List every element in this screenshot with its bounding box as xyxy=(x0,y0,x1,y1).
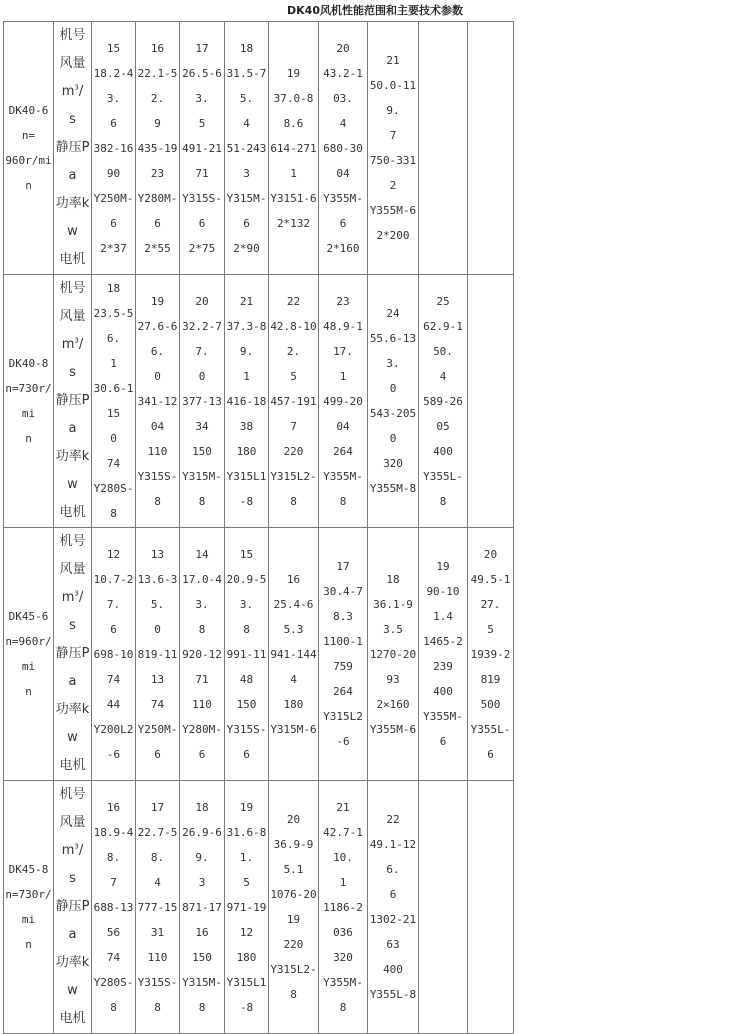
spec-no: 14 xyxy=(195,547,209,561)
label-airflow xyxy=(55,809,90,865)
model-cell xyxy=(4,275,54,528)
spec-pressure: 499-2004 xyxy=(323,394,363,433)
spec-pressure: 777-1531 xyxy=(137,900,178,939)
spec-air: 50.0-119. xyxy=(369,79,417,117)
spec-power: 150 xyxy=(236,697,257,711)
spec-cell xyxy=(368,22,419,275)
spec-power: 110 xyxy=(147,950,168,964)
spec-motor: Y315M-6 xyxy=(226,191,267,230)
spec-air: 22.7-58. xyxy=(137,825,178,864)
spec-power: 110 xyxy=(192,697,212,711)
spec-air: 7 xyxy=(389,129,397,142)
spec-motor: Y355M-6 xyxy=(423,710,463,748)
spec-power: 2*55 xyxy=(144,241,171,255)
spec-no: 19 xyxy=(150,294,165,308)
model-cell xyxy=(4,781,54,1034)
spec-cell xyxy=(368,781,419,1034)
spec-air: 1 xyxy=(339,369,347,383)
spec-air: 36.1-93.5 xyxy=(373,597,413,636)
spec-motor: Y355L-6 xyxy=(470,722,511,761)
model-cell xyxy=(4,22,54,275)
model-text: n=730r/mi xyxy=(5,382,52,420)
spec-motor: Y315M-8 xyxy=(182,469,222,508)
spec-cell xyxy=(180,528,225,781)
parameter-labels-cell xyxy=(54,275,92,528)
spec-pressure: 1939-2819 xyxy=(470,647,511,686)
spec-pressure: 750-3312 xyxy=(369,154,417,192)
spec-air: 4 xyxy=(339,116,347,130)
label-airflow-sup: 3 xyxy=(74,589,79,598)
spec-no: 20 xyxy=(336,41,350,55)
spec-no: 22 xyxy=(386,813,400,826)
spec-no: 21 xyxy=(239,294,254,308)
label-airflow-text: 风量m xyxy=(59,56,86,99)
spec-power: 220 xyxy=(283,444,304,458)
label-airflow xyxy=(55,50,90,106)
spec-cell xyxy=(269,781,319,1034)
spec-air: 4 xyxy=(439,369,447,383)
spec-cell xyxy=(419,22,468,275)
spec-power: 2*160 xyxy=(326,241,360,255)
spec-pressure: 614-2711 xyxy=(270,141,317,180)
spec-air: 18.2-43. xyxy=(93,66,134,105)
spec-no: 20 xyxy=(483,547,498,561)
spec-pressure: 416-1838 xyxy=(226,394,267,433)
label-airflow-slash: / xyxy=(78,843,84,858)
spec-cell xyxy=(225,528,269,781)
spec-power: 180 xyxy=(283,697,304,711)
spec-air: 49.5-127. xyxy=(470,572,511,611)
spec-motor: Y355L-8 xyxy=(369,988,417,1001)
spec-motor: Y3151-6 xyxy=(270,191,317,205)
spec-power: 264 xyxy=(333,444,353,458)
spec-pressure: 1270-2093 xyxy=(369,647,417,686)
spec-cell xyxy=(225,22,269,275)
spec-motor: Y315S-8 xyxy=(137,975,178,1014)
label-airflow-sup: 3 xyxy=(74,336,79,345)
spec-power: 2×160 xyxy=(376,697,410,711)
spec-cell xyxy=(180,781,225,1034)
spec-motor: Y355M-8 xyxy=(323,469,363,508)
label-motor: 电机 xyxy=(59,1011,86,1026)
spec-pressure: 971-1912 xyxy=(226,900,267,939)
spec-pressure: 589-2605 xyxy=(423,394,463,433)
model-text: n=960r/mi xyxy=(5,635,52,673)
spec-air: 1 xyxy=(243,369,250,383)
spec-air: 49.1-126. xyxy=(369,838,417,876)
spec-no: 18 xyxy=(239,41,254,55)
spec-cell xyxy=(468,275,514,528)
spec-power: 400 xyxy=(433,685,453,698)
spec-air: 8 xyxy=(243,622,250,636)
spec-power: 110 xyxy=(147,444,168,458)
spec-air: 0 xyxy=(389,382,397,395)
label-machine-no: 机号 xyxy=(59,281,86,296)
spec-air: 5 xyxy=(290,369,297,383)
parameter-labels-cell xyxy=(54,528,92,781)
label-airflow-sup: 3 xyxy=(74,842,79,851)
spec-power: 2*90 xyxy=(233,241,260,255)
label-airflow-unit: s xyxy=(69,871,76,886)
spec-power: 264 xyxy=(333,685,353,698)
spec-power: 400 xyxy=(433,444,453,458)
spec-no: 19 xyxy=(239,800,254,814)
label-motor: 电机 xyxy=(59,252,86,267)
spec-motor: Y315M-6 xyxy=(270,722,317,736)
label-airflow-text: 风量m xyxy=(59,309,86,352)
spec-air: 48.9-117. xyxy=(323,319,363,358)
table-row xyxy=(4,781,514,1034)
model-text: DK45-6 xyxy=(8,610,49,623)
spec-cell xyxy=(269,275,319,528)
spec-motor: Y355M-6 xyxy=(323,191,363,230)
spec-no: 16 xyxy=(286,572,301,586)
spec-no: 21 xyxy=(336,800,350,814)
spec-cell xyxy=(269,528,319,781)
spec-no: 15 xyxy=(239,547,254,561)
label-airflow-slash: / xyxy=(78,590,84,605)
spec-air: 36.9-95.1 xyxy=(273,838,314,876)
spec-pressure: 1076-2019 xyxy=(270,888,317,926)
spec-no: 17 xyxy=(336,560,350,573)
model-text: n=730r/mi xyxy=(5,888,52,926)
spec-air: 62.9-150. xyxy=(423,319,463,358)
spec-power: 180 xyxy=(236,444,257,458)
label-airflow-text: 风量m xyxy=(59,815,86,858)
spec-air: 1 xyxy=(110,357,117,370)
spec-cell xyxy=(136,528,180,781)
label-airflow xyxy=(55,556,90,612)
spec-air: 4 xyxy=(243,116,250,130)
table-row xyxy=(4,528,514,781)
spec-air: 5 xyxy=(243,875,250,889)
spec-power: 44 xyxy=(106,697,121,711)
spec-air: 1 xyxy=(339,875,347,889)
spec-motor: Y315S-6 xyxy=(226,722,267,761)
label-airflow-slash: / xyxy=(78,337,84,352)
spec-motor: Y280S-8 xyxy=(93,482,134,520)
label-airflow-text: 风量m xyxy=(59,562,86,605)
spec-power: 74 xyxy=(106,950,121,964)
spec-pressure: 1465-2239 xyxy=(423,635,463,673)
spec-air: 3 xyxy=(198,875,206,889)
spec-air: 37.0-88.6 xyxy=(273,91,314,130)
spec-air: 0 xyxy=(154,369,161,383)
spec-pressure: 1100-1759 xyxy=(323,635,363,673)
spec-pressure: 819-1113 xyxy=(137,647,178,686)
spec-motor: Y250M-6 xyxy=(93,191,134,230)
spec-pressure: 382-1690 xyxy=(93,141,134,180)
label-airflow-unit: s xyxy=(69,618,76,633)
spec-air: 0 xyxy=(154,622,161,636)
spec-air: 42.8-102. xyxy=(270,319,317,358)
label-airflow-unit: s xyxy=(69,112,76,127)
spec-pressure: 1302-2163 xyxy=(369,913,417,951)
spec-power: 2*200 xyxy=(376,229,410,242)
spec-air: 31.6-81. xyxy=(226,825,267,864)
table-row xyxy=(4,22,514,275)
spec-motor: Y280M-6 xyxy=(182,722,222,761)
spec-motor: Y280S-8 xyxy=(93,975,134,1014)
spec-no: 19 xyxy=(436,560,450,573)
spec-cell xyxy=(319,528,368,781)
spec-cell xyxy=(92,781,136,1034)
spec-cell xyxy=(225,275,269,528)
spec-cell xyxy=(92,528,136,781)
spec-no: 13 xyxy=(150,547,165,561)
spec-air: 32.2-77. xyxy=(182,319,222,358)
spec-motor: Y315L2-8 xyxy=(270,963,317,1001)
spec-cell xyxy=(468,781,514,1034)
spec-pressure: 51-2433 xyxy=(226,141,267,180)
spec-power: 2*37 xyxy=(100,241,127,255)
spec-motor: Y315L2-8 xyxy=(270,469,317,508)
spec-air: 26.5-63. xyxy=(182,66,222,105)
label-power: 功率kw xyxy=(55,196,90,239)
spec-air: 22.1-52. xyxy=(137,66,178,105)
spec-air: 4 xyxy=(154,875,161,889)
spec-motor: Y315L1-8 xyxy=(226,469,267,508)
model-text: n xyxy=(25,685,32,698)
spec-air: 23.5-56. xyxy=(93,307,134,345)
spec-cell xyxy=(92,22,136,275)
spec-air: 0 xyxy=(198,369,206,383)
spec-power: 320 xyxy=(383,457,403,470)
model-text: 960r/min xyxy=(5,154,52,192)
spec-power: 400 xyxy=(383,963,403,976)
label-motor: 电机 xyxy=(59,505,86,520)
spec-cell xyxy=(468,528,514,781)
spec-no: 20 xyxy=(195,294,209,308)
spec-motor: Y200L2-6 xyxy=(93,722,134,761)
spec-cell xyxy=(136,275,180,528)
spec-cell xyxy=(92,275,136,528)
spec-motor: Y355M-6 xyxy=(369,722,417,736)
label-airflow-sup: 3 xyxy=(74,83,79,92)
label-pressure: 静压Pa xyxy=(55,899,90,942)
model-text: n xyxy=(25,432,32,445)
spec-pressure: 688-1356 xyxy=(93,900,134,939)
spec-motor: Y315S-6 xyxy=(182,191,222,230)
parameter-labels-cell xyxy=(54,781,92,1034)
label-power: 功率kw xyxy=(55,955,90,998)
spec-air: 5 xyxy=(487,622,494,636)
spec-cell xyxy=(319,275,368,528)
spec-no: 17 xyxy=(150,800,165,814)
spec-pressure: 0 xyxy=(110,432,117,445)
label-pressure: 静压Pa xyxy=(55,140,90,183)
label-power: 功率kw xyxy=(55,449,90,492)
spec-power: 74 xyxy=(106,457,121,470)
spec-motor: Y315L1-8 xyxy=(226,975,267,1014)
spec-air: 13.6-35. xyxy=(137,572,178,611)
spec-pressure: 30.6-115 xyxy=(93,382,134,420)
spec-air: 9 xyxy=(154,116,161,130)
model-cell xyxy=(4,528,54,781)
spec-air: 5 xyxy=(198,116,206,130)
spec-motor: Y355M-6 xyxy=(369,204,417,217)
spec-air: 90-101.4 xyxy=(426,585,460,623)
spec-air: 27.6-66. xyxy=(137,319,178,358)
spec-cell xyxy=(225,781,269,1034)
spec-air: 26.9-69. xyxy=(182,825,222,864)
spec-pressure: 991-1148 xyxy=(226,647,267,686)
spec-power: 150 xyxy=(192,950,212,964)
spec-no: 18 xyxy=(195,800,209,814)
label-machine-no: 机号 xyxy=(59,28,86,43)
label-airflow-unit: s xyxy=(69,365,76,380)
spec-pressure: 698-1074 xyxy=(93,647,134,686)
spec-pressure: 377-1334 xyxy=(182,394,222,433)
spec-no: 18 xyxy=(386,572,400,586)
spec-no: 23 xyxy=(336,294,350,308)
spec-power: 150 xyxy=(192,444,212,458)
spec-no: 25 xyxy=(436,294,450,308)
spec-cell xyxy=(419,275,468,528)
label-pressure: 静压Pa xyxy=(55,646,90,689)
spec-pressure: 941-1444 xyxy=(270,647,317,686)
spec-no: 17 xyxy=(195,41,209,55)
spec-power: 2*75 xyxy=(188,241,216,255)
spec-air: 20.9-53. xyxy=(226,572,267,611)
spec-cell xyxy=(319,22,368,275)
spec-cell xyxy=(136,22,180,275)
spec-motor: Y250M-6 xyxy=(137,722,178,761)
label-machine-no: 机号 xyxy=(59,787,86,802)
spec-cell xyxy=(136,781,180,1034)
spec-cell xyxy=(180,22,225,275)
spec-no: 16 xyxy=(150,41,165,55)
spec-air: 30.4-78.3 xyxy=(323,585,363,623)
spec-cell xyxy=(319,781,368,1034)
spec-air: 6 xyxy=(110,116,117,130)
spec-no: 18 xyxy=(106,282,121,295)
spec-air: 8 xyxy=(198,622,206,636)
fan-performance-table xyxy=(3,21,514,1034)
spec-pressure: 435-1923 xyxy=(137,141,178,180)
parameter-labels-cell xyxy=(54,22,92,275)
spec-motor: Y355M-8 xyxy=(323,975,363,1014)
spec-power: 180 xyxy=(236,950,257,964)
spec-air: 6 xyxy=(110,622,117,636)
spec-air: 25.4-65.3 xyxy=(273,597,314,636)
spec-cell xyxy=(468,22,514,275)
spec-air: 43.2-103. xyxy=(323,66,363,105)
spec-air: 7 xyxy=(110,875,117,889)
spec-no: 24 xyxy=(386,307,400,320)
model-text: DK40-6 n= xyxy=(8,104,49,142)
spec-no: 22 xyxy=(286,294,301,308)
spec-pressure: 543-2050 xyxy=(369,407,417,445)
spec-pressure: 341-1204 xyxy=(137,394,178,433)
spec-pressure: 680-3004 xyxy=(323,141,363,180)
spec-air: 6 xyxy=(389,888,397,901)
label-machine-no: 机号 xyxy=(59,534,86,549)
spec-no: 20 xyxy=(286,813,301,826)
spec-power: 220 xyxy=(283,938,304,951)
spec-cell xyxy=(180,275,225,528)
spec-pressure: 871-1716 xyxy=(182,900,222,939)
spec-no: 12 xyxy=(106,547,121,561)
spec-cell xyxy=(368,275,419,528)
model-text: n xyxy=(25,938,32,951)
spec-no: 15 xyxy=(106,41,121,55)
spec-power: 320 xyxy=(333,950,353,964)
spec-air: 37.3-89. xyxy=(226,319,267,358)
spec-motor: Y355M-8 xyxy=(369,482,417,495)
label-airflow xyxy=(55,303,90,359)
spec-air: 42.7-110. xyxy=(323,825,363,864)
spec-cell xyxy=(419,781,468,1034)
spec-no: 19 xyxy=(286,66,301,80)
spec-pressure: 1186-2036 xyxy=(323,900,363,939)
model-text: DK40-8 xyxy=(8,357,49,370)
label-power: 功率kw xyxy=(55,702,90,745)
model-text: DK45-8 xyxy=(8,863,49,876)
spec-power: 500 xyxy=(480,697,501,711)
spec-pressure: 457-1917 xyxy=(270,394,317,433)
spec-power: 2*132 xyxy=(276,216,311,230)
spec-air: 18.9-48. xyxy=(93,825,134,864)
spec-cell xyxy=(419,528,468,781)
label-motor: 电机 xyxy=(59,758,86,773)
spec-motor: Y280M-6 xyxy=(137,191,178,230)
spec-air: 55.6-133. xyxy=(369,332,417,370)
page-title: DK40风机性能范围和主要技术参数 xyxy=(287,4,463,17)
label-airflow-slash: / xyxy=(78,84,84,99)
label-pressure: 静压Pa xyxy=(55,393,90,436)
spec-no: 16 xyxy=(106,800,121,814)
spec-motor: Y315M-8 xyxy=(182,975,222,1014)
spec-air: 31.5-75. xyxy=(226,66,267,105)
spec-motor: Y355L-8 xyxy=(423,469,463,508)
spec-cell xyxy=(368,528,419,781)
spec-air: 10.7-27. xyxy=(93,572,134,611)
spec-no: 21 xyxy=(386,54,400,67)
spec-pressure: 491-2171 xyxy=(182,141,222,180)
spec-motor: Y315L2-6 xyxy=(323,710,363,748)
spec-pressure: 920-1271 xyxy=(182,647,222,686)
table-row xyxy=(4,275,514,528)
spec-motor: Y315S-8 xyxy=(137,469,178,508)
spec-air: 17.0-43. xyxy=(182,572,222,611)
spec-cell xyxy=(269,22,319,275)
spec-power: 74 xyxy=(150,697,165,711)
